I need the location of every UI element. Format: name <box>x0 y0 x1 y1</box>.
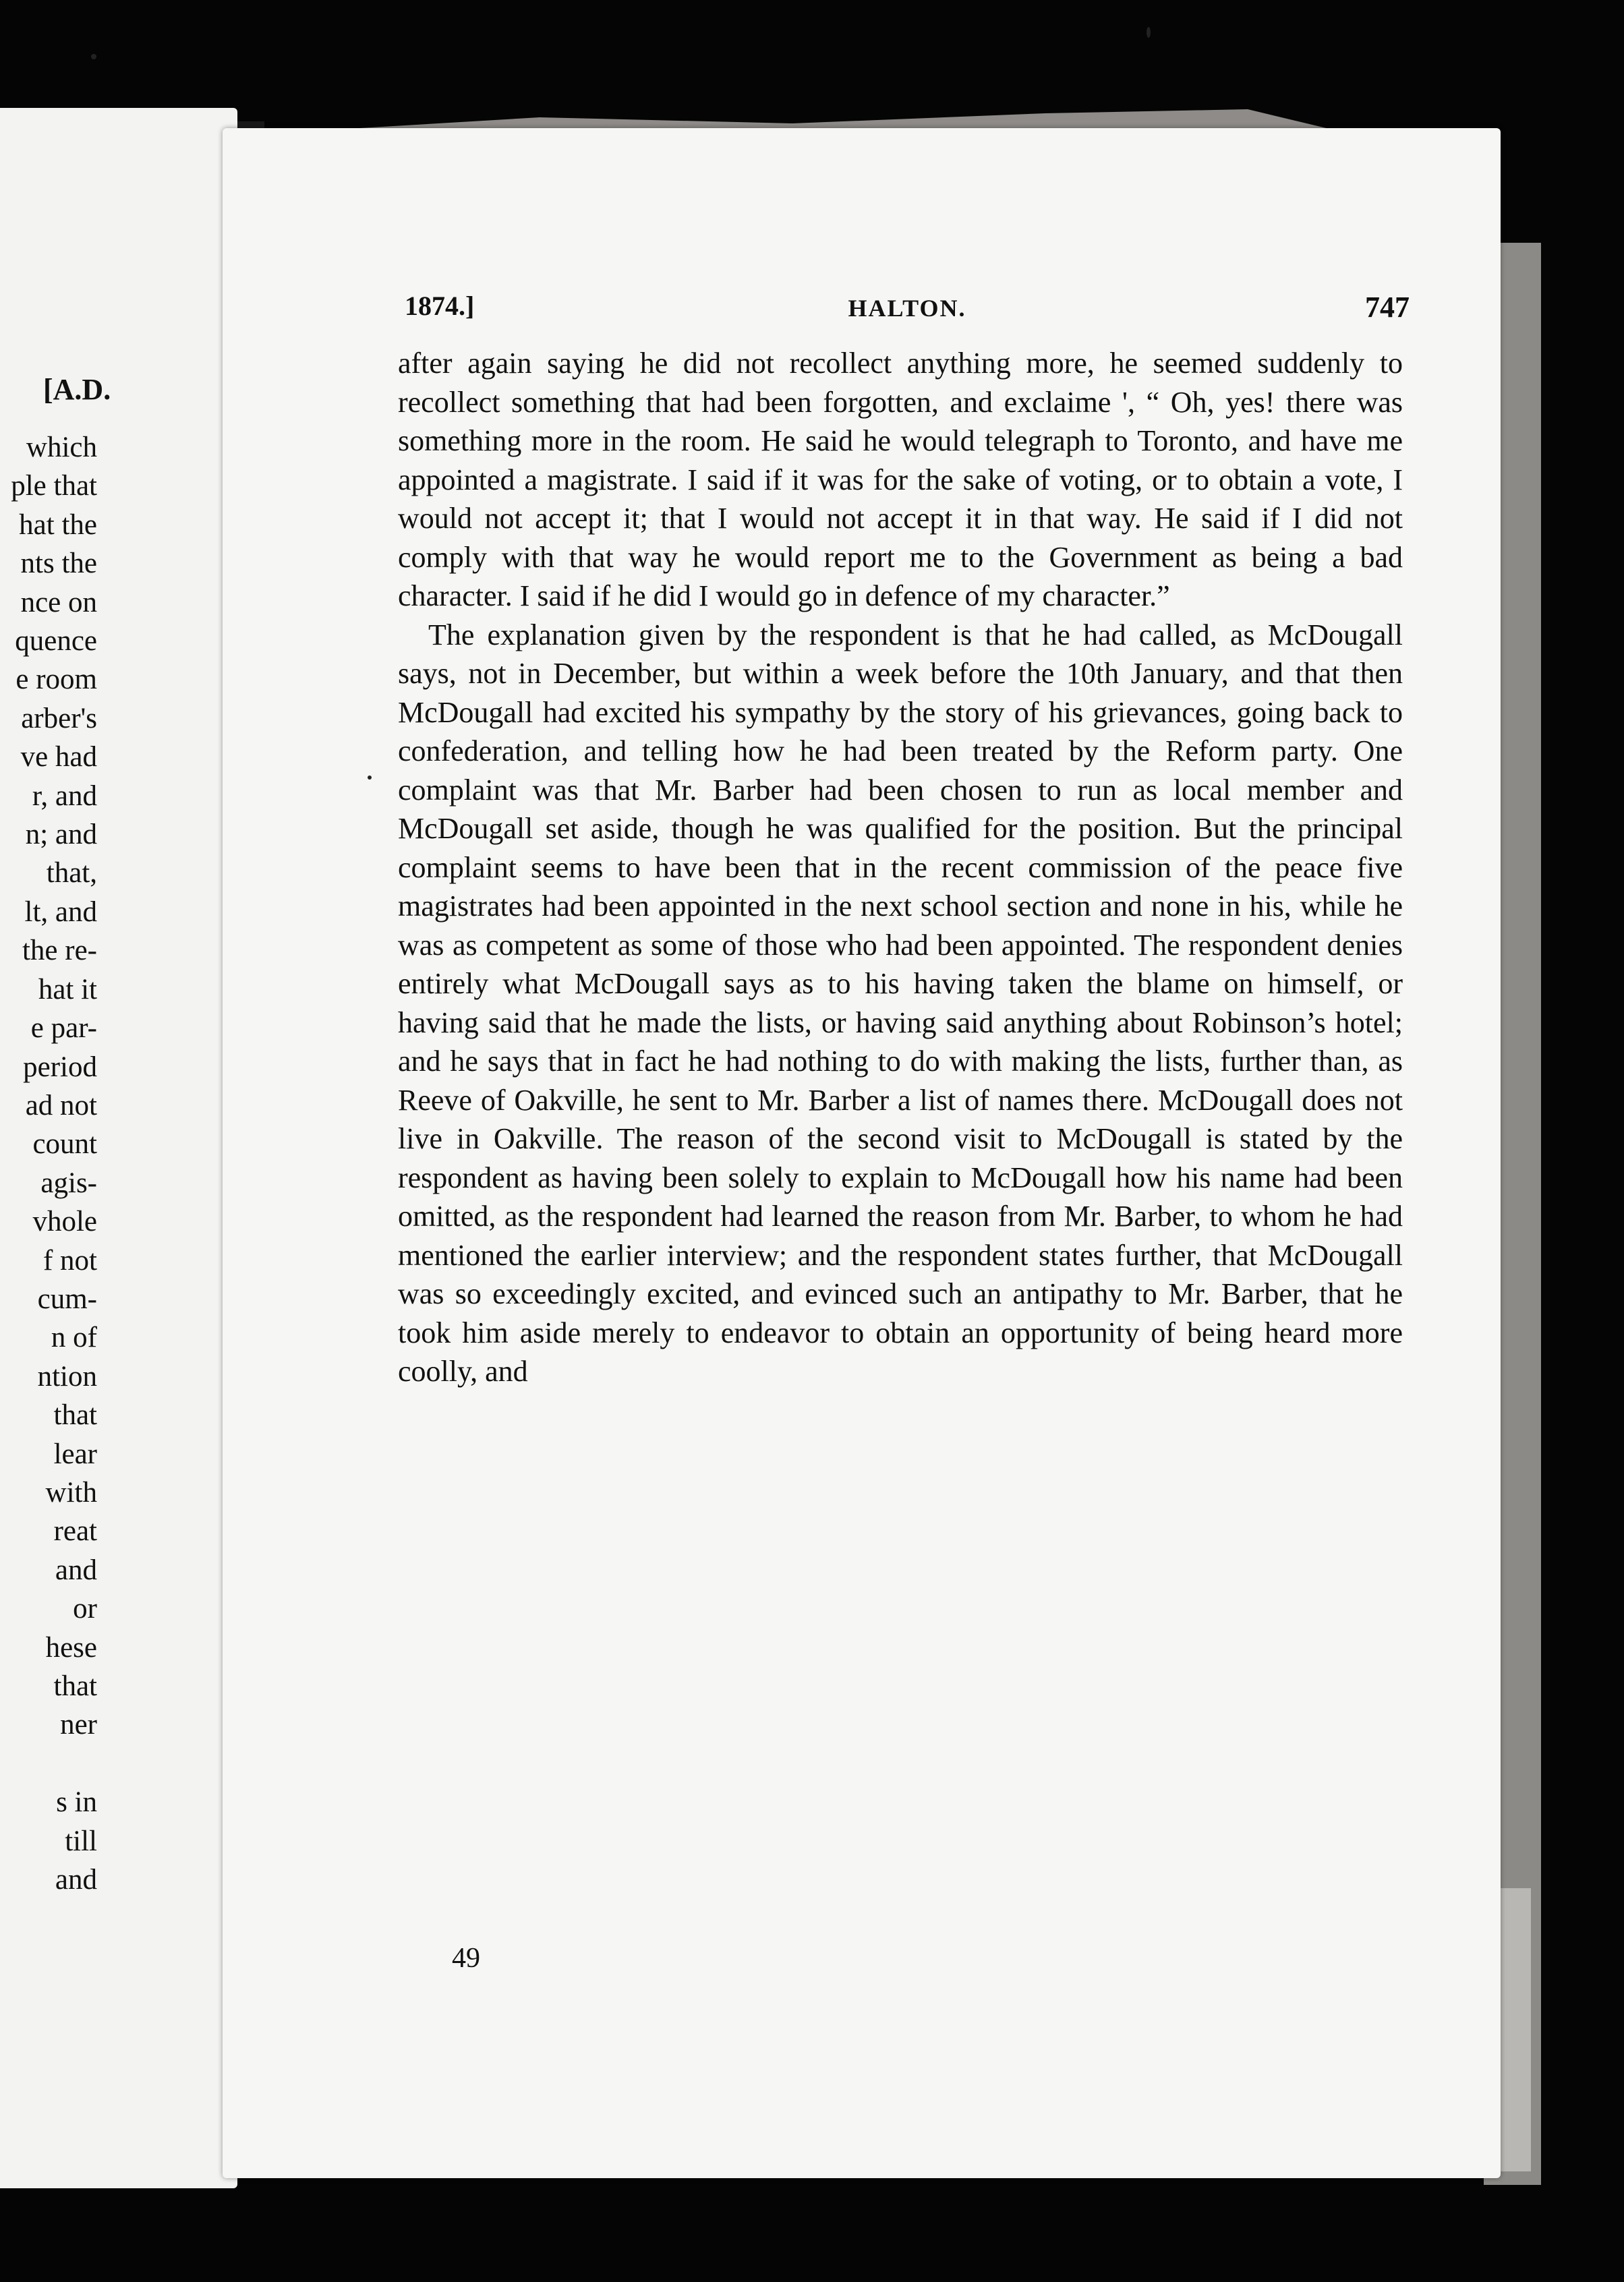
left-page-line <box>90 1745 97 1783</box>
left-page-line: arber's <box>21 702 97 734</box>
left-page-line: ner <box>60 1709 97 1741</box>
left-page-line: and <box>55 1554 97 1586</box>
running-head-title: HALTON. <box>848 295 966 322</box>
left-page-header: [A.D. <box>43 373 111 406</box>
left-page-line: till <box>65 1825 97 1857</box>
left-page-line: r, and <box>32 780 97 812</box>
left-page-line: and <box>55 1864 97 1896</box>
left-page-line: s in <box>56 1786 97 1819</box>
left-page-line: agis- <box>40 1167 97 1199</box>
dust-speck <box>91 54 96 59</box>
left-page-line: n; and <box>25 819 97 851</box>
left-page-line: hat it <box>38 973 97 1005</box>
left-page-line: f not <box>42 1244 97 1277</box>
left-page-line: vhole <box>32 1206 97 1238</box>
left-page-line: ve had <box>20 741 97 773</box>
paragraph-2: The explanation given by the respondent is that he had called, as McDougall says, not in December, but within a week before the 10th January, and that then McDougall had excited his sympathy by the story of his grievances, going back to confederation, and telling how he had been treated by the Reform party. One complaint was that Mr. Barber had been chosen to run as local member and McDougall set aside, though he was qualified for the position. But the principal complaint seems to have been that in the recent commission of the peace five magistrates had been appointed in the next school section and none in his, while he was as competent as some of those who had been appointed. The respondent denies entirely what McDougall says as to his having taken the blame on himself, or having said that he made the lists, or having said anything about Robinson’s hotel; and he says that in fact he had nothing to do with making the lists, further than, as Reeve of Oakville, he sent to Mr. Barber a list of names there. McDougall does not live in Oakville. The reason of the second visit to McDougall is stated by the respondent as having been solely to explain to McDougall how his name had been omitted, as the respondent had learned the reason from Mr. Barber, to whom he had mentioned the earlier interview; and the respondent states further, that McDougall was so exceedingly excited, and evinced such an antipathy to Mr. Barber, that he took him aside merely to endeavor to obtain an opportunity of being heard more coolly, and <box>398 618 1403 1388</box>
main-page <box>223 128 1501 2178</box>
left-page-line: nts the <box>20 548 97 580</box>
left-page-line: reat <box>53 1515 97 1548</box>
body-text <box>398 344 1403 1391</box>
left-page-line: cum- <box>37 1283 97 1315</box>
running-head <box>405 290 1410 330</box>
left-page-line: hat the <box>19 508 97 541</box>
left-page-line: with <box>45 1476 97 1509</box>
signature-mark: 49 <box>452 1943 480 1974</box>
left-page-line: lt, and <box>24 896 97 928</box>
left-page-text-fragments <box>0 428 97 1899</box>
left-page-line: nce on <box>20 586 97 618</box>
left-page-line: that <box>53 1399 97 1432</box>
dust-speck <box>1147 27 1151 38</box>
running-head-year: 1874.] <box>405 291 475 321</box>
left-page-line: ntion <box>37 1360 97 1393</box>
left-page-line: e room <box>16 664 97 696</box>
left-page-line: e par- <box>30 1012 97 1045</box>
dust-speck <box>368 776 372 780</box>
left-facing-page <box>0 108 237 2188</box>
left-page-line: ad not <box>25 1089 97 1121</box>
left-page-line: period <box>23 1051 97 1083</box>
left-page-line: count <box>32 1128 97 1161</box>
left-page-line: that <box>53 1670 97 1702</box>
left-page-line: ple that <box>11 470 97 502</box>
page-number: 747 <box>1365 291 1410 324</box>
left-page-line: n of <box>51 1322 97 1354</box>
left-page-line: quence <box>15 625 97 657</box>
left-page-line: lear <box>53 1438 97 1470</box>
left-page-line: the re- <box>22 935 97 967</box>
left-page-line: that, <box>46 857 97 889</box>
left-page-line: which <box>26 432 97 463</box>
left-page-line: hese <box>45 1631 97 1664</box>
paragraph-1: after again saying he did not recollect anything more, he seemed suddenly to recollect something that had been forgotten, and exclaime ', “ Oh, yes! there was something more in the room. He said he would telegraph to Toronto, and have me appointed a magistrate. I said if it was for the sake of voting, or to obtain a vote, I would not accept it; that I would not accept it in that way. He said if I did not comply with that way he would report me to the Government as being a bad character. I said if he did I would go in defence of my character.” <box>398 347 1403 612</box>
left-page-line: or <box>73 1593 97 1625</box>
